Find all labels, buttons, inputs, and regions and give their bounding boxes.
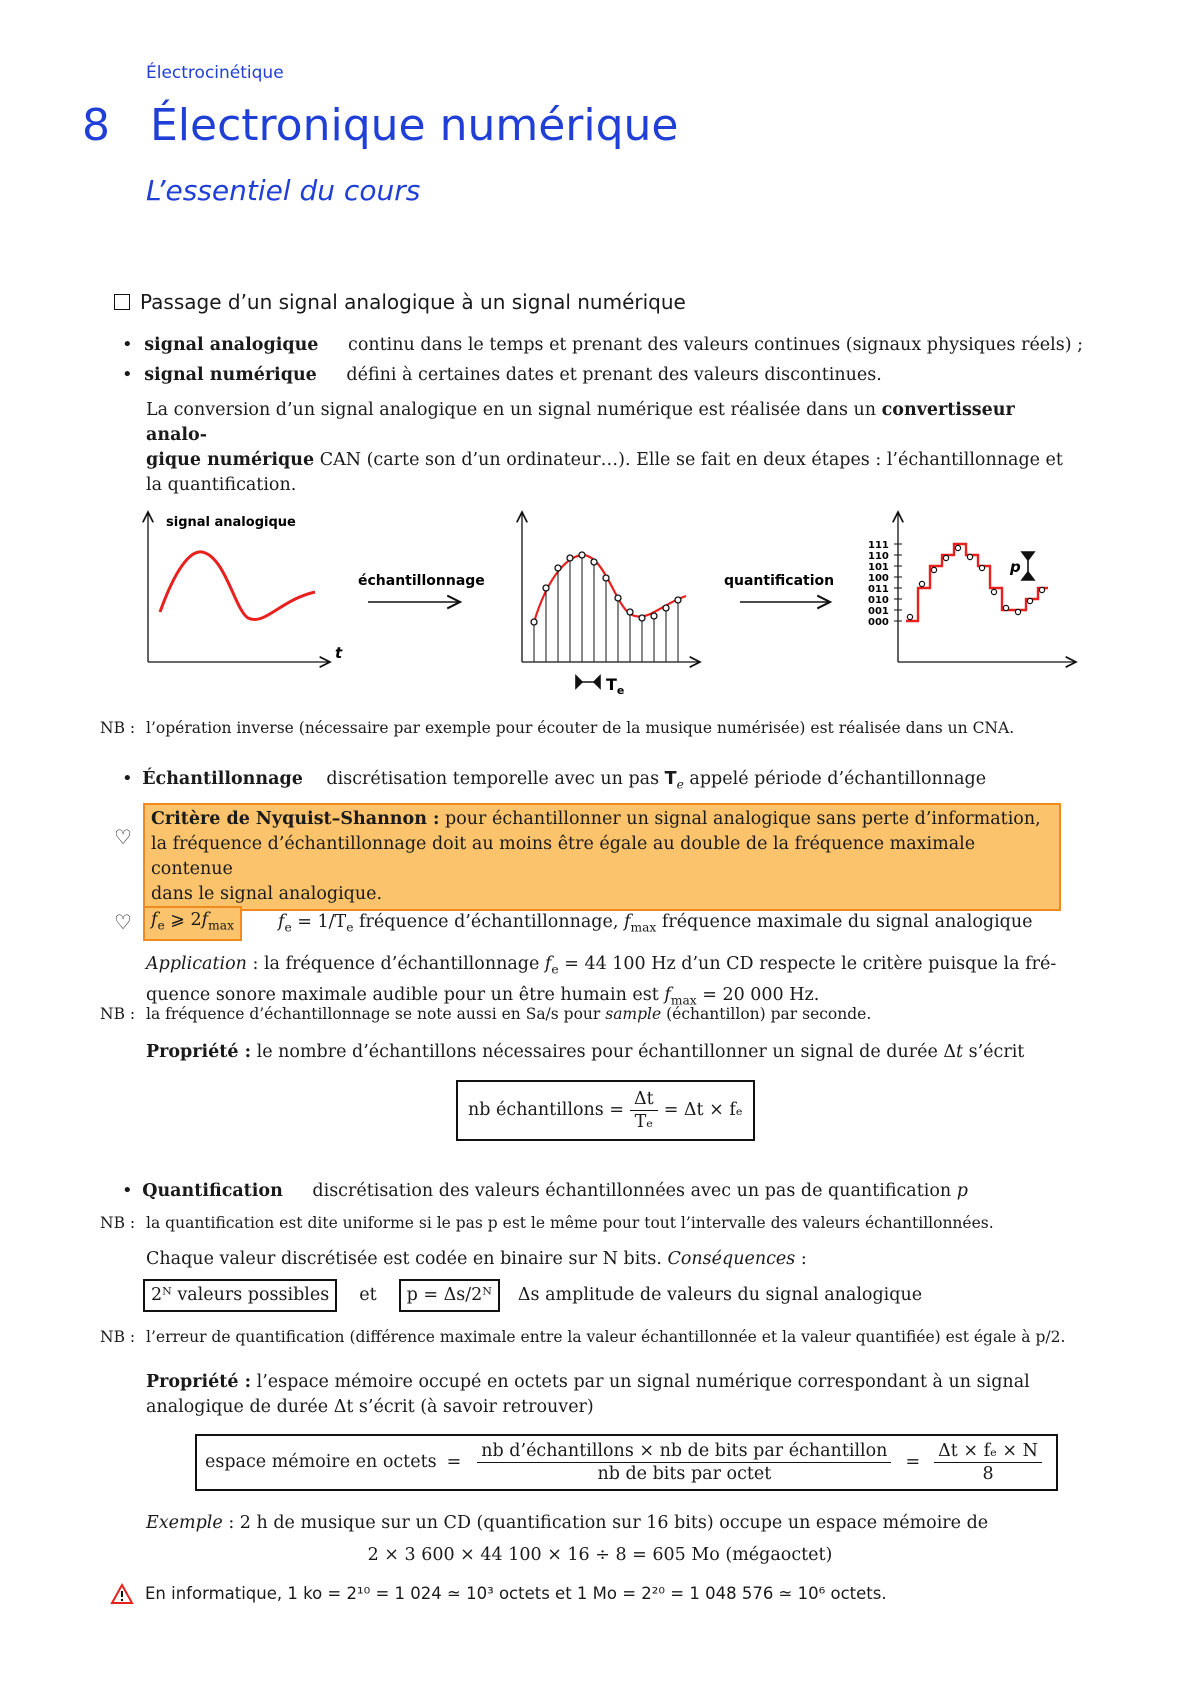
heart-icon-2: ♡ [114, 910, 132, 934]
nb-inverse [100, 719, 1014, 737]
sampling-text-a: discrétisation temporelle avec un pas [326, 769, 665, 789]
fe-sub: e [157, 918, 165, 933]
chapter-heading [82, 100, 678, 151]
svg-text:101: 101 [868, 562, 889, 573]
arrow2-label: quantification [724, 573, 835, 589]
property2-label: Propriété : [146, 1372, 252, 1392]
app-line2-a: quence sonore maximale audible pour un être humain est [146, 984, 665, 1005]
values-count-box: 2ᴺ valeurs possibles [143, 1279, 337, 1312]
para-line1-a: La conversion d’un signal analogique en un signal numérique est réalisée dans un [146, 400, 882, 420]
conversion-paragraph [146, 398, 1066, 498]
te-sub: e [676, 777, 684, 792]
term-quantification: Quantification [142, 1181, 283, 1201]
coding-formulas [143, 1279, 922, 1312]
fe-def-d: fréquence maximale du signal analogique [656, 912, 1033, 932]
application-label: Application [146, 954, 247, 974]
samples-count-formula [456, 1080, 755, 1141]
sampling-figure [130, 500, 1090, 700]
nb2-text-it: sample [605, 1005, 662, 1023]
sampled-panel [522, 512, 700, 697]
nb-uniform [100, 1214, 994, 1232]
warning-triangle-icon [110, 1583, 134, 1605]
svg-text:110: 110 [868, 551, 889, 562]
p-marker [1022, 552, 1034, 580]
svg-text:111: 111 [868, 540, 889, 551]
term-digital: signal numérique [144, 365, 317, 385]
fe-def-sub: e [284, 920, 292, 935]
property2-line1: l’espace mémoire occupé en octets par un signal numérique correspondant à un signal [251, 1372, 1030, 1392]
quantized-panel [868, 512, 1076, 662]
analog-curve [160, 552, 315, 620]
nb4-prefix: NB : [100, 1328, 136, 1346]
formula-left: nb échantillons = [468, 1100, 625, 1120]
nyquist-line2: la fréquence d’échantillonnage doit au moins être égale au double de la fréquence maximale contenue [151, 834, 976, 879]
svg-text:001: 001 [868, 606, 889, 617]
property2-line2: analogique de durée Δt s’écrit (à savoir retrouver) [146, 1397, 594, 1417]
property1-text-b: s’écrit [963, 1042, 1025, 1062]
example-line1 [146, 1511, 988, 1536]
quant-text: discrétisation des valeurs échantillonnées avec un pas de quantification [312, 1181, 957, 1201]
memory-num1: nb d’échantillons × nb de bits par échantillon [477, 1440, 891, 1463]
memory-formula: espace mémoire en octets = $\frac{\text{nb d’échantillons × nb de bits par échantillon}}{\text{nb de bits par octet}}$ = $\frac{\text{Δt × fₑ × N}}{8}$ [195, 1434, 1058, 1491]
nb2-prefix: NB : [100, 1005, 136, 1023]
fe-def-c: f [623, 912, 631, 932]
nb2-text-a: la fréquence d’échantillonnage se note aussi en Sa/s pour [146, 1005, 606, 1023]
te-symbol: T [664, 769, 677, 789]
fraction-den: Tₑ [634, 1112, 654, 1132]
nb3-text: la quantification est dite uniforme si le pas p est le même pour tout l’intervalle des valeurs échantillonnées. [146, 1214, 994, 1232]
analog-label: signal analogique [166, 515, 296, 530]
nyquist-criterion-box [143, 803, 1061, 911]
svg-text:000: 000 [868, 617, 889, 628]
memory-fraction-1 [477, 1440, 891, 1485]
t-label: t [335, 644, 343, 662]
nb-text: l’opération inverse (nécessaire par exemple pour écouter de la musique numérisée) est réalisée dans un CNA. [146, 719, 1015, 737]
coding-text-a: Chaque valeur discrétisée est codée en binaire sur N bits. [146, 1249, 668, 1269]
application-paragraph: Application : la fréquence d’échantillonnage $f_e = 44$ 100 Hz d’un CD respecte le critère puisque la fré- quence sonore maximale audible pour un être humain est $f_{max} = 20$ 000 Hz. [146, 954, 1057, 1007]
quant-p: p [956, 1181, 968, 1201]
fe-def-b: fréquence d’échantillonnage, [353, 912, 624, 932]
example-line2: 2 × 3 600 × 44 100 × 16 ÷ 8 = 605 Mo (mégaoctet) [367, 1545, 833, 1565]
fe-def-f: f [278, 912, 285, 932]
property2-text [146, 1370, 1066, 1420]
memory-left: espace mémoire en octets [205, 1452, 437, 1472]
checkbox-square-icon [114, 294, 130, 310]
chapter-number: 8 [82, 100, 110, 151]
sample-stems [534, 555, 678, 662]
nb2-text-b: (échantillon) par seconde. [661, 1005, 872, 1023]
bullet-sampling: • Échantillonnage discrétisation temporelle avec un pas $T_e$ appelé période d’échantillonnage [122, 768, 987, 792]
chapter-subtitle: L’essentiel du cours [146, 174, 421, 207]
fe-def-a-sub: e [346, 920, 354, 935]
memory-num2: Δt × fₑ × N [934, 1440, 1042, 1463]
fe-def-a: = 1/T [291, 912, 347, 932]
and-word: et [359, 1285, 377, 1305]
memory-fraction-2 [934, 1440, 1042, 1485]
heart-icon: ♡ [114, 825, 132, 849]
fraction-num: Δt [630, 1088, 658, 1111]
fmax-sub: max [208, 918, 234, 933]
nb4-text: l’erreur de quantification (différence maximale entre la valeur échantillonnée et la valeur quantifiée) est égale à p/2. [146, 1328, 1066, 1346]
nb-sample-rate [100, 1005, 871, 1023]
chapter-title: Électronique numérique [150, 100, 679, 151]
svg-text:100: 100 [868, 573, 889, 584]
memory-den2: 8 [982, 1464, 994, 1484]
coding-text-b: : [795, 1249, 807, 1269]
property1-label: Propriété : [146, 1042, 252, 1062]
para-line2-b: CAN (carte son d’un ordinateur…). Elle se fait en deux étapes : l’échantillonnage et [314, 450, 1063, 470]
app-line1-b: = 44 100 Hz d’un CD respecte le critère puisque la fré- [558, 954, 1057, 974]
arrow1-label: échantillonnage [358, 573, 485, 589]
nyquist-title: Critère de Nyquist–Shannon : [151, 809, 440, 829]
term-sampling: Échantillonnage [142, 769, 303, 789]
def-analog: continu dans le temps et prenant des valeurs continues (signaux physiques réels) ; [348, 335, 1084, 355]
def-digital: défini à certaines dates et prenant des valeurs discontinues. [346, 365, 882, 385]
fraction [630, 1088, 658, 1133]
para-line2-a: gique numérique [146, 450, 315, 470]
step-formula-box: p = Δs/2ᴺ [399, 1279, 500, 1312]
bullet-quantification: • Quantification discrétisation des valeurs échantillonnées avec un pas de quantification p [122, 1180, 968, 1201]
term-analog: signal analogique [144, 335, 319, 355]
formula-right: = Δt × fₑ [663, 1100, 743, 1120]
amplitude-text: Δs amplitude de valeurs du signal analogique [517, 1285, 923, 1305]
nb-prefix: NB : [100, 719, 136, 737]
fmax-symbol: f [201, 910, 209, 930]
nyquist-line3: dans le signal analogique. [151, 884, 383, 904]
para-line3: la quantification. [146, 475, 297, 495]
section-title-text: Passage d’un signal analogique à un signal numérique [140, 290, 686, 314]
nyquist-line1: pour échantillonner un signal analogique sans perte d’information, [439, 809, 1041, 829]
property1-text-a: le nombre d’échantillons nécessaires pour échantillonner un signal de durée Δ [251, 1042, 957, 1062]
te-label: $T_e$ [606, 675, 625, 697]
property1-text [146, 1040, 1024, 1065]
bullet-analog: • signal analogique continu dans le temps et prenant des valeurs continues (signaux physiques réels) ; [122, 334, 1084, 355]
section-title [114, 290, 686, 314]
sampling-text-b: appelé période d’échantillonnage [683, 769, 987, 789]
app-line2-b: = 20 000 Hz. [696, 984, 820, 1005]
property1-t: t [956, 1042, 964, 1062]
example-label: Exemple [146, 1513, 223, 1533]
example-text: : 2 h de musique sur un CD (quantification sur 16 bits) occupe un espace mémoire de [222, 1513, 989, 1533]
svg-text:010: 010 [868, 595, 889, 606]
memory-den1: nb de bits par octet [597, 1464, 772, 1484]
category-label: Électrocinétique [146, 63, 284, 83]
coding-text-it: Conséquences [667, 1249, 796, 1269]
fe-symbol: f [151, 910, 158, 930]
fe-def-c-sub: max [630, 920, 657, 935]
bullet-digital: • signal numérique défini à certaines dates et prenant des valeurs discontinues. [122, 364, 882, 385]
coding-text [146, 1247, 807, 1272]
nb-quant-error [100, 1328, 1065, 1346]
nyquist-formula-box [143, 906, 242, 941]
nb3-prefix: NB : [100, 1214, 136, 1232]
te-marker [576, 676, 600, 688]
ge2: ⩾ 2 [164, 910, 202, 930]
para-line1-b: convertisseur analo- [146, 400, 1015, 445]
svg-text:011: 011 [868, 584, 889, 595]
binary-codes [868, 540, 889, 628]
quantized-samples [907, 545, 1044, 619]
p-label: p [1010, 558, 1021, 576]
app-line1-a: : la fréquence d’échantillonnage [246, 954, 545, 974]
warning-text: En informatique, 1 ko = 2¹⁰ = 1 024 ≃ 10³ octets et 1 Mo = 2²⁰ = 1 048 576 ≃ 10⁶ octets. [145, 1584, 887, 1603]
fe-definition [278, 910, 1033, 941]
